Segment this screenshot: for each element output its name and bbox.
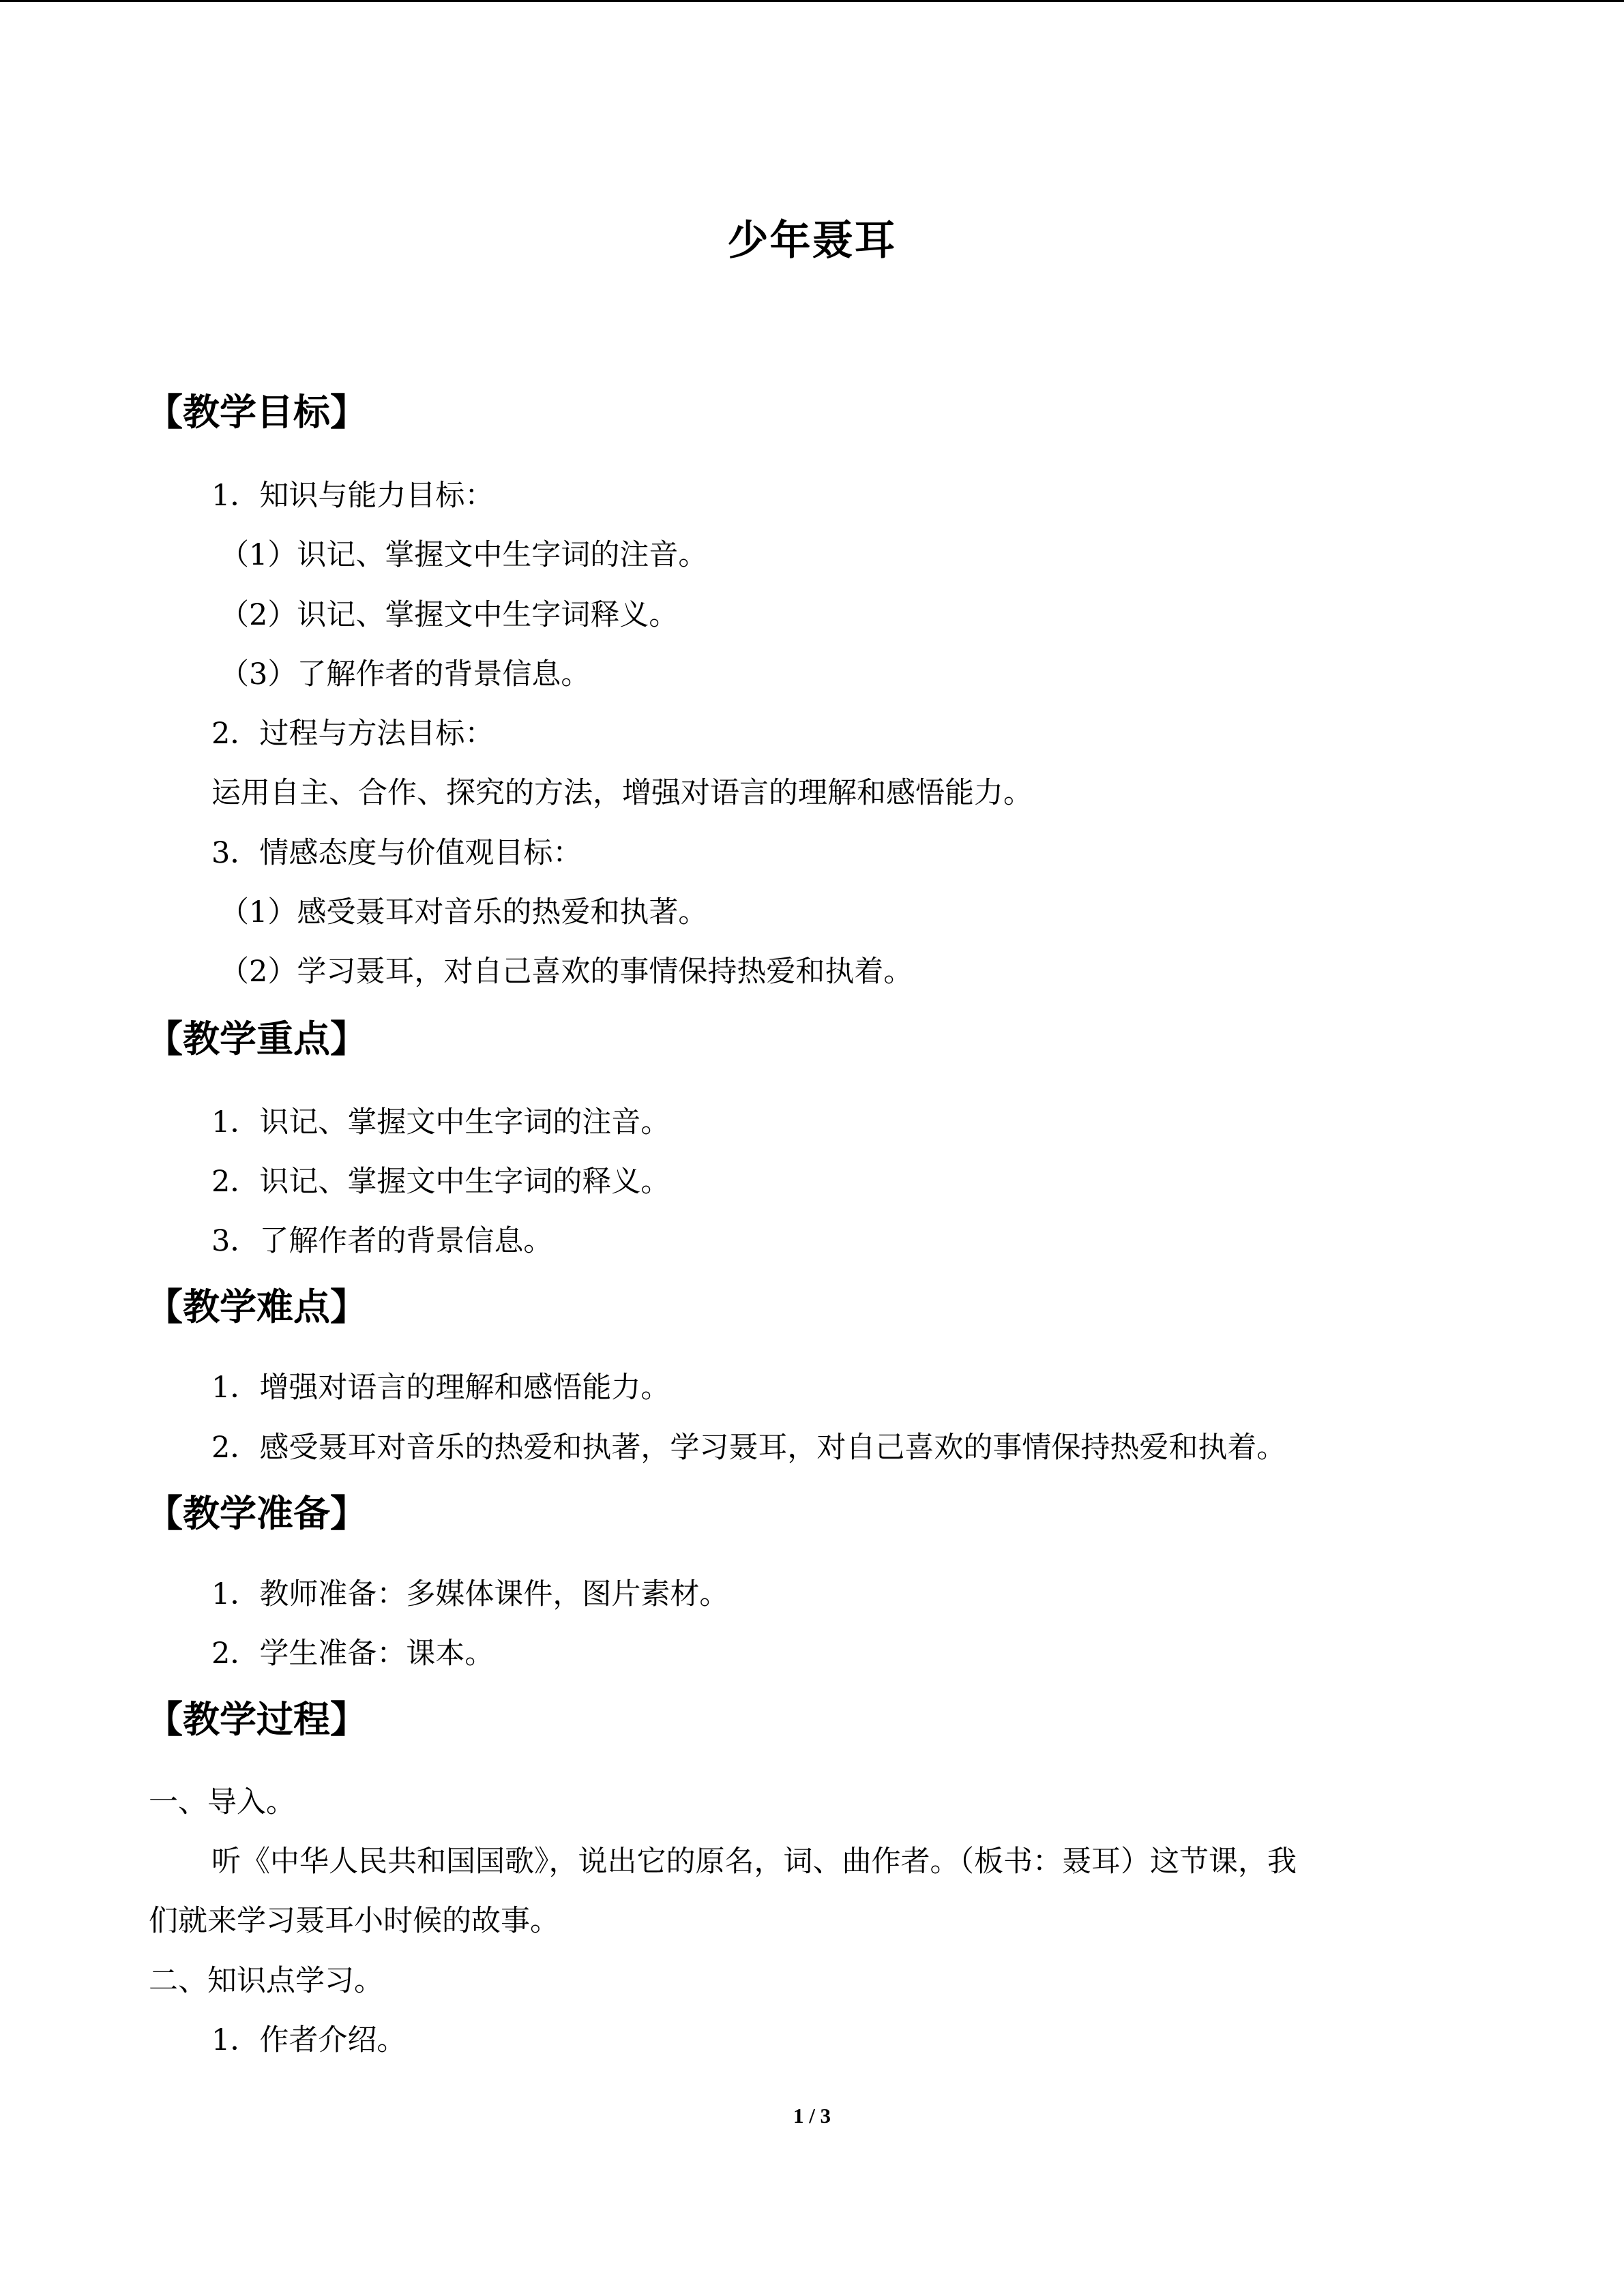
objective-line: 运用自主、合作、探究的方法，增强对语言的理解和感悟能力。 [211, 776, 1033, 810]
heading-preparation: 【教学准备】 [146, 1492, 367, 1535]
heading-key-points: 【教学重点】 [146, 1017, 367, 1060]
heading-teaching-process: 【教学过程】 [146, 1698, 367, 1741]
objective-line: 2．过程与方法目标： [211, 717, 494, 751]
preparation-line: 2．学生准备：课本。 [211, 1637, 494, 1671]
objective-line: （2）学习聂耳，对自己喜欢的事情保持热爱和执着。 [220, 955, 913, 989]
process-paragraph-line: 们就来学习聂耳小时候的故事。 [149, 1904, 559, 1938]
difficulty-line: 2．感受聂耳对音乐的热爱和执著，学习聂耳，对自己喜欢的事情保持热爱和执着。 [211, 1431, 1286, 1465]
objective-line: 1．知识与能力目标： [211, 479, 494, 513]
objective-line: （2）识记、掌握文中生字词释义。 [220, 598, 679, 632]
key-point-line: 3．了解作者的背景信息。 [211, 1224, 553, 1258]
process-paragraph-line: 听《中华人民共和国国歌》，说出它的原名，词、曲作者。（板书：聂耳）这节课，我 [211, 1845, 1297, 1879]
objective-line: （3）了解作者的背景信息。 [220, 657, 591, 691]
process-step-title: 二、知识点学习。 [149, 1964, 383, 1998]
heading-difficulties: 【教学难点】 [146, 1285, 367, 1328]
key-point-line: 2．识记、掌握文中生字词的释义。 [211, 1165, 670, 1199]
objective-line: 3．情感态度与价值观目标： [211, 836, 582, 870]
process-step-title: 一、导入。 [149, 1785, 295, 1819]
top-border-rule [0, 0, 1624, 2]
process-item-line: 1．作者介绍。 [211, 2023, 407, 2057]
page-number: 1 / 3 [793, 2104, 831, 2128]
objective-line: （1）识记、掌握文中生字词的注音。 [220, 538, 708, 572]
objective-line: （1）感受聂耳对音乐的热爱和执著。 [220, 895, 708, 929]
heading-teaching-objectives: 【教学目标】 [146, 391, 367, 434]
difficulty-line: 1．增强对语言的理解和感悟能力。 [211, 1371, 670, 1405]
document-title: 少年聂耳 [727, 217, 897, 265]
preparation-line: 1．教师准备：多媒体课件，图片素材。 [211, 1577, 729, 1611]
key-point-line: 1．识记、掌握文中生字词的注音。 [211, 1105, 670, 1139]
